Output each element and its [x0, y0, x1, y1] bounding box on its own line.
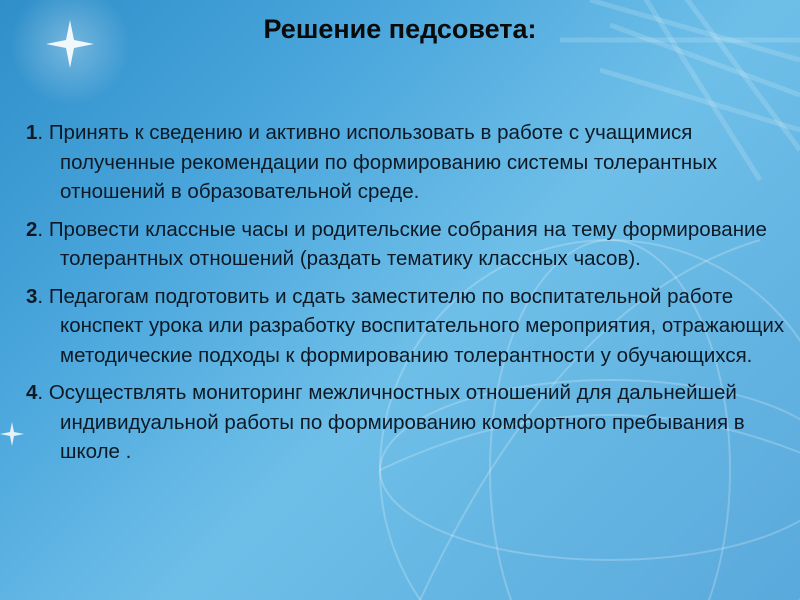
- list-item: 3. Педагогам подготовить и сдать заместителю по воспитательной работе конспект урока или разработку воспитательного мероприятия, отражающих методические подходы к формированию толерантности у обучающихся.: [26, 284, 785, 367]
- list-item: 2. Провести классные часы и родительские собрания на тему формирование толерантных отношений (раздать тематику классных часов).: [26, 217, 767, 270]
- list-item: 4. Осуществлять мониторинг межличностных отношений для дальнейшей индивидуальной работы по формированию комфортного пребывания в школе .: [26, 381, 745, 463]
- item-number: 2: [26, 217, 38, 241]
- item-text: Педагогам подготовить и сдать заместителю по воспитательной работе конспект урока или разработку воспитательного мероприятия, отражающих методические подходы к формированию толерантности у обучающихся.: [48, 284, 785, 367]
- item-number: 4: [26, 381, 38, 404]
- decision-list: [26, 118, 786, 475]
- item-text: Принять к сведению и активно использовать в работе с учащимися полученные рекомендации по формированию системы толерантных отношений в образовательной среде.: [48, 121, 718, 203]
- list-item: 1. Принять к сведению и активно использовать в работе с учащимися полученные рекомендации по формированию системы толерантных отношений в образовательной среде.: [26, 121, 718, 203]
- item-text: Провести классные часы и родительские собрания на тему формирование толерантных отношений (раздать тематику классных часов).: [48, 217, 767, 270]
- slide-title: Решение педсовета:: [263, 14, 537, 44]
- item-text: Осуществлять мониторинг межличностных отношений для дальнейшей индивидуальной работы по формированию комфортного пребывания в школе .: [48, 381, 745, 463]
- item-number: 1: [26, 121, 38, 144]
- item-number: 3: [26, 284, 38, 308]
